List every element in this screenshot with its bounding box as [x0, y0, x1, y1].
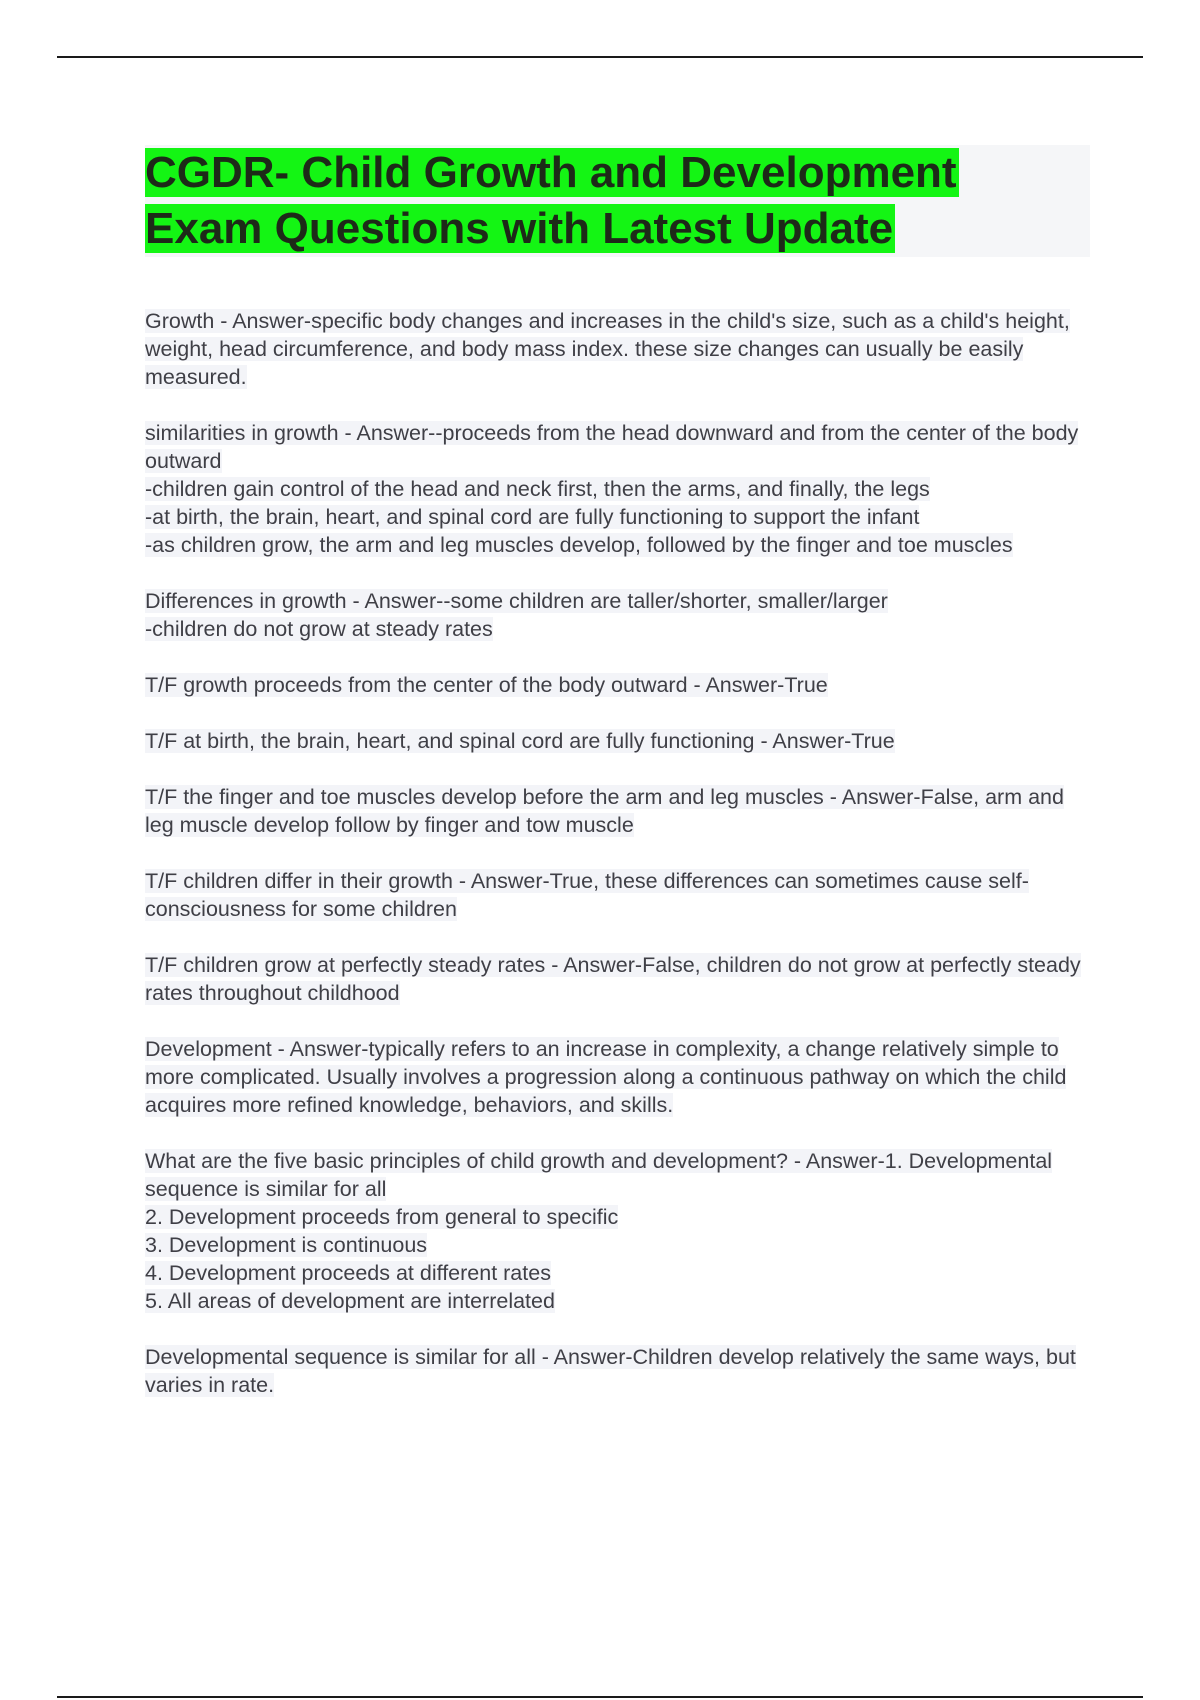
- top-rule: [57, 56, 1143, 58]
- qa-item-tf-differ: T/F children differ in their growth - Answer-True, these differences can sometimes cause self-consciousness for some children: [145, 869, 1029, 921]
- bottom-rule: [57, 1696, 1143, 1698]
- title-line-2: Exam Questions with Latest Update: [145, 204, 894, 253]
- title-block: [145, 145, 1090, 257]
- qa-item-differences: Differences in growth - Answer--some children are taller/shorter, smaller/larger -children do not grow at steady rates: [145, 589, 888, 641]
- qa-item-tf-finger-toe: T/F the finger and toe muscles develop before the arm and leg muscles - Answer-False, arm and leg muscle develop follow by finger and tow muscle: [145, 785, 1064, 837]
- qa-item-similarities: similarities in growth - Answer--proceeds from the head downward and from the center of the body outward -children gain control of the head and neck first, then the arms, and finally, the legs -at birth, the brain, heart, and spinal cord are fully functioning to support the infant -as children grow, the arm and leg muscles develop, followed by the finger and toe muscles: [145, 421, 1079, 557]
- title-line-1: CGDR- Child Growth and Development: [145, 148, 957, 197]
- qa-item-growth: Growth - Answer-specific body changes and increases in the child's size, such as a child's height, weight, head circumference, and body mass index. these size changes can usually be easily measured.: [145, 309, 1070, 389]
- qa-item-five-principles: What are the five basic principles of child growth and development? - Answer-1. Developmental sequence is similar for all 2. Development proceeds from general to specific 3. Development is continuous 4. Development proceeds at different rates 5. All areas of development are interrelated: [145, 1149, 1053, 1313]
- page-title: [145, 145, 1090, 257]
- qa-item-tf-center: T/F growth proceeds from the center of the body outward - Answer-True: [145, 673, 828, 697]
- qa-item-development: Development - Answer-typically refers to an increase in complexity, a change relatively simple to more complicated. Usually involves a progression along a continuous pathway on which the child acquires more refined knowledge, behaviors, and skills.: [145, 1037, 1067, 1117]
- document-body: [145, 145, 1090, 1427]
- qa-item-tf-birth: T/F at birth, the brain, heart, and spinal cord are fully functioning - Answer-True: [145, 729, 895, 753]
- qa-item-sequence: Developmental sequence is similar for all - Answer-Children develop relatively the same ways, but varies in rate.: [145, 1345, 1076, 1397]
- qa-item-tf-steady: T/F children grow at perfectly steady rates - Answer-False, children do not grow at perfectly steady rates throughout childhood: [145, 953, 1081, 1005]
